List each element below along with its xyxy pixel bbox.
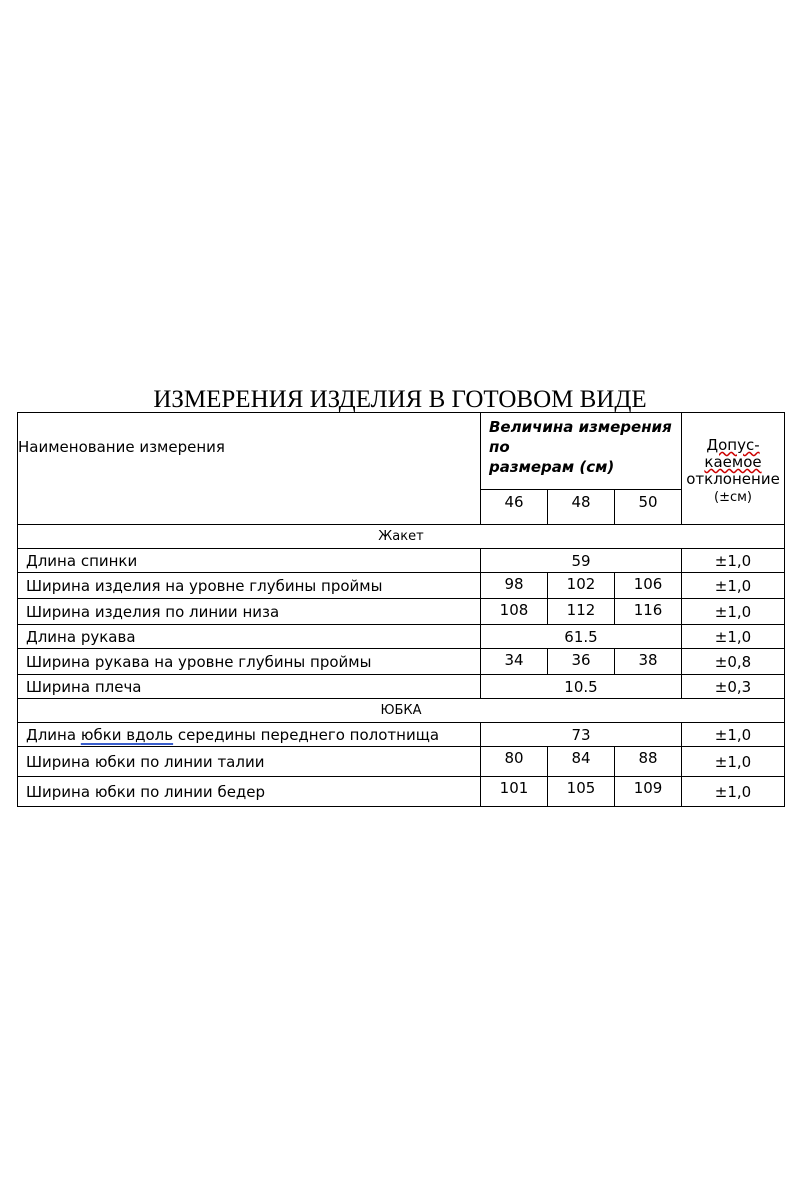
row-value: 61.5	[481, 625, 682, 649]
row-name: Ширина изделия на уровне глубины проймы	[18, 573, 481, 599]
row-value: 73	[481, 723, 682, 747]
table-row	[18, 573, 785, 599]
row-tolerance: ±1,0	[682, 747, 785, 777]
row-name-part2: юбки вдоль	[80, 725, 174, 744]
document-title: ИЗМЕРЕНИЯ ИЗДЕЛИЯ В ГОТОВОМ ВИДЕ	[153, 386, 647, 413]
table-row	[18, 723, 785, 747]
row-name: Ширина рукава на уровне глубины проймы	[18, 649, 481, 675]
row-value-50: 88	[615, 747, 682, 777]
size-header-46: 46	[481, 490, 548, 525]
row-value-48: 112	[548, 599, 615, 625]
table-row	[18, 599, 785, 625]
row-value-50: 38	[615, 649, 682, 675]
table-row	[18, 777, 785, 807]
header-value-cell	[481, 413, 682, 490]
row-tolerance: ±0,3	[682, 675, 785, 699]
size-header-50: 50	[615, 490, 682, 525]
row-value-46: 98	[481, 573, 548, 599]
row-name: Ширина юбки по линии бедер	[18, 777, 481, 807]
row-tolerance: ±1,0	[682, 723, 785, 747]
table-row	[18, 625, 785, 649]
row-value: 59	[481, 549, 682, 573]
row-value: 10.5	[481, 675, 682, 699]
row-value-50: 109	[615, 777, 682, 807]
header-tol-line2: каемое	[704, 453, 762, 471]
row-value-50: 106	[615, 573, 682, 599]
measurements-table	[17, 412, 785, 807]
row-name: Ширина изделия по линии низа	[18, 599, 481, 625]
row-tolerance: ±0,8	[682, 649, 785, 675]
row-value-46: 80	[481, 747, 548, 777]
section-header-jacket: Жакет	[18, 525, 785, 549]
header-tol-line4: (±см)	[714, 490, 753, 505]
row-value-48: 36	[548, 649, 615, 675]
row-value-46: 34	[481, 649, 548, 675]
section-header-skirt: ЮБКА	[18, 699, 785, 723]
row-name: Ширина юбки по линии талии	[18, 747, 481, 777]
header-tolerance-cell	[682, 413, 785, 525]
header-name-cell	[18, 413, 481, 525]
row-tolerance: ±1,0	[682, 573, 785, 599]
row-name-part1: Длина	[26, 725, 81, 744]
table-row	[18, 549, 785, 573]
row-value-46: 101	[481, 777, 548, 807]
row-value-46: 108	[481, 599, 548, 625]
header-tol-line3: отклонение	[686, 470, 780, 488]
header-value-label-line2: размерам (см)	[489, 458, 615, 476]
row-tolerance: ±1,0	[682, 777, 785, 807]
row-name-part3: середины переднего полотнища	[173, 725, 440, 744]
table-row	[18, 649, 785, 675]
header-value-label-line1: Величина измерения по	[489, 418, 672, 456]
table-row	[18, 747, 785, 777]
row-name: Длина рукава	[18, 625, 481, 649]
row-tolerance: ±1,0	[682, 599, 785, 625]
row-value-48: 102	[548, 573, 615, 599]
row-tolerance: ±1,0	[682, 549, 785, 573]
header-name-label: Наименование измерения	[18, 438, 225, 456]
row-value-48: 105	[548, 777, 615, 807]
row-name	[18, 723, 481, 747]
header-tol-line1: Допус-	[706, 436, 760, 454]
row-value-50: 116	[615, 599, 682, 625]
row-name: Ширина плеча	[18, 675, 481, 699]
row-tolerance: ±1,0	[682, 625, 785, 649]
row-value-48: 84	[548, 747, 615, 777]
row-name: Длина спинки	[18, 549, 481, 573]
size-header-48: 48	[548, 490, 615, 525]
table-row	[18, 675, 785, 699]
